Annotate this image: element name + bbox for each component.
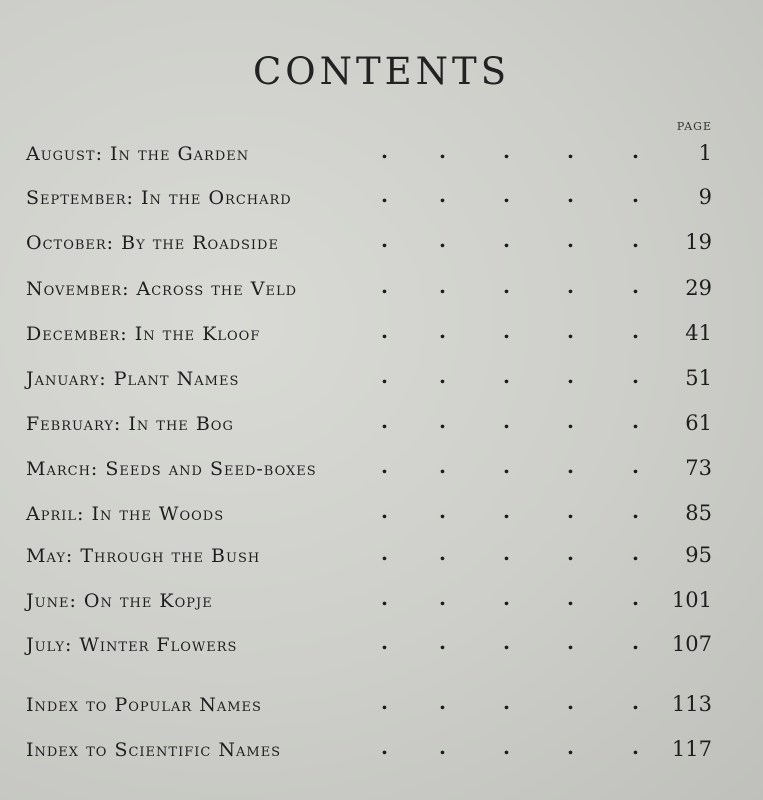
toc-entry-label: December: In the Kloof [26, 323, 261, 345]
dot-leader: . [439, 228, 446, 252]
dot-leader: . [632, 454, 639, 478]
toc-entry[interactable] [26, 364, 712, 398]
dot-leader: . [503, 139, 510, 163]
dot-leader: . [503, 541, 510, 565]
toc-entry-page: 107 [671, 632, 712, 656]
dot-leader: . [632, 541, 639, 565]
dot-leader: . [503, 274, 510, 298]
toc-entry-label: October: By the Roadside [26, 232, 279, 254]
toc-entry-page: 85 [685, 501, 712, 525]
toc-entry-page: 101 [671, 588, 712, 612]
toc-entry-page: 61 [685, 411, 712, 435]
page-title: CONTENTS [252, 50, 511, 93]
dot-leader: . [567, 735, 574, 759]
toc-entry[interactable] [26, 274, 712, 308]
dot-leader: . [632, 409, 639, 433]
dot-leader: . [632, 586, 639, 610]
dot-leader: . [439, 409, 446, 433]
dot-leader: . [567, 499, 574, 523]
dot-leader: . [503, 630, 510, 654]
dot-leader: . [381, 183, 388, 207]
dot-leader: . [381, 274, 388, 298]
dot-leader: . [503, 183, 510, 207]
toc-entry[interactable] [26, 541, 712, 575]
toc-entry-page: 9 [698, 185, 712, 209]
toc-entry-page: 29 [685, 276, 712, 300]
dot-leader: . [567, 228, 574, 252]
dot-leader: . [503, 735, 510, 759]
dot-leader: . [381, 541, 388, 565]
toc-entry[interactable] [26, 630, 712, 664]
toc-entry[interactable] [26, 409, 712, 443]
dot-leader: . [632, 183, 639, 207]
dot-leader: . [439, 319, 446, 343]
dot-leader: . [632, 319, 639, 343]
dot-leader: . [439, 630, 446, 654]
dot-leader: . [381, 139, 388, 163]
dot-leader: . [381, 735, 388, 759]
dot-leader: . [439, 454, 446, 478]
toc-entry-page: 51 [685, 366, 712, 390]
dot-leader: . [381, 364, 388, 388]
dot-leader: . [439, 735, 446, 759]
dot-leader: . [503, 228, 510, 252]
toc-entry-label: January: Plant Names [26, 368, 240, 390]
dot-leader: . [567, 690, 574, 714]
toc-entry-page: 95 [685, 543, 712, 567]
dot-leader: . [503, 499, 510, 523]
toc-entry-page: 117 [671, 737, 712, 761]
toc-index-entry[interactable] [26, 690, 712, 724]
toc-index-entry[interactable] [26, 735, 712, 769]
dot-leader: . [567, 454, 574, 478]
toc-entry-label: Index to Scientific Names [26, 739, 282, 761]
toc-entry-page: 41 [685, 321, 712, 345]
toc-entry-label: Index to Popular Names [26, 694, 262, 716]
dot-leader: . [567, 586, 574, 610]
dot-leader: . [439, 541, 446, 565]
toc-entry[interactable] [26, 499, 712, 533]
dot-leader: . [632, 735, 639, 759]
toc-entry[interactable] [26, 454, 712, 488]
dot-leader: . [503, 409, 510, 433]
toc-entry-label: April: In the Woods [26, 503, 225, 525]
dot-leader: . [503, 319, 510, 343]
toc-entry-label: July: Winter Flowers [26, 634, 238, 656]
toc-entry-label: August: In the Garden [26, 143, 250, 165]
dot-leader: . [439, 364, 446, 388]
dot-leader: . [439, 139, 446, 163]
dot-leader: . [381, 409, 388, 433]
toc-entry-page: 73 [685, 456, 712, 480]
page-column-header: PAGE [676, 120, 712, 133]
dot-leader: . [567, 139, 574, 163]
dot-leader: . [381, 499, 388, 523]
toc-entry-label: September: In the Orchard [26, 187, 292, 209]
toc-entry-page: 1 [698, 141, 712, 165]
toc-entry[interactable] [26, 139, 712, 173]
dot-leader: . [567, 541, 574, 565]
dot-leader: . [503, 454, 510, 478]
dot-leader: . [439, 274, 446, 298]
toc-entry-label: March: Seeds and Seed-boxes [26, 458, 317, 480]
toc-entry-label: February: In the Bog [26, 413, 234, 435]
toc-entry-label: November: Across the Veld [26, 278, 298, 300]
dot-leader: . [567, 364, 574, 388]
dot-leader: . [381, 319, 388, 343]
dot-leader: . [439, 183, 446, 207]
dot-leader: . [503, 586, 510, 610]
dot-leader: . [632, 364, 639, 388]
dot-leader: . [632, 228, 639, 252]
dot-leader: . [503, 364, 510, 388]
dot-leader: . [381, 228, 388, 252]
dot-leader: . [381, 586, 388, 610]
dot-leader: . [632, 499, 639, 523]
toc-entry[interactable] [26, 586, 712, 620]
dot-leader: . [381, 690, 388, 714]
dot-leader: . [632, 690, 639, 714]
toc-entry-label: June: On the Kopje [26, 590, 213, 612]
dot-leader: . [632, 274, 639, 298]
dot-leader: . [503, 690, 510, 714]
dot-leader: . [567, 183, 574, 207]
dot-leader: . [381, 630, 388, 654]
dot-leader: . [567, 630, 574, 654]
toc-entry[interactable] [26, 183, 712, 217]
toc-entry[interactable] [26, 228, 712, 262]
toc-entry-page: 113 [671, 692, 712, 716]
dot-leader: . [439, 586, 446, 610]
dot-leader: . [567, 274, 574, 298]
dot-leader: . [381, 454, 388, 478]
dot-leader: . [439, 499, 446, 523]
dot-leader: . [632, 139, 639, 163]
toc-entry-page: 19 [685, 230, 712, 254]
toc-entry[interactable] [26, 319, 712, 353]
dot-leader: . [567, 319, 574, 343]
dot-leader: . [567, 409, 574, 433]
dot-leader: . [439, 690, 446, 714]
toc-entry-label: May: Through the Bush [26, 545, 261, 567]
dot-leader: . [632, 630, 639, 654]
